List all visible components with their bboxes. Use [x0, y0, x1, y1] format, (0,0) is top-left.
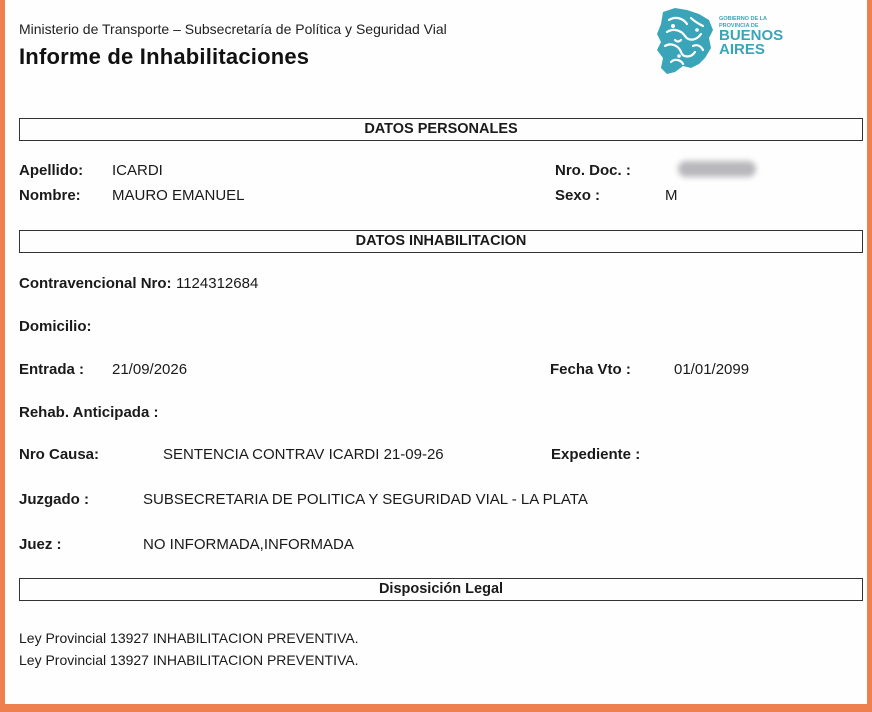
ministry-subtitle: Ministerio de Transporte – Subsecretaría de Política y Seguridad Vial	[19, 21, 447, 37]
contravencional-row	[19, 275, 258, 293]
apellido-value: ICARDI	[112, 162, 163, 179]
entrada-label: Entrada :	[19, 361, 85, 378]
rehab-anticipada-label: Rehab. Anticipada :	[19, 404, 159, 421]
nro-causa-label: Nro Causa:	[19, 446, 100, 463]
fecha-vto-label: Fecha Vto :	[550, 361, 631, 378]
contravencional-label: Contravencional Nro:	[19, 275, 172, 292]
logo-line-2: PROVINCIA DE	[719, 22, 759, 29]
entrada-value: 21/09/2026	[112, 361, 188, 378]
juez-label: Juez :	[19, 536, 62, 553]
nrodoc-label: Nro. Doc. :	[555, 162, 631, 179]
apellido-label: Apellido:	[19, 162, 84, 179]
contravencional-value: 1124312684	[175, 275, 259, 292]
sexo-label: Sexo :	[555, 187, 601, 204]
logo-wordmark	[719, 16, 783, 57]
nombre-label: Nombre:	[19, 187, 81, 204]
juzgado-value: SUBSECRETARIA DE POLITICA Y SEGURIDAD VIAL - LA PLATA	[143, 491, 588, 508]
page-title: Informe de Inhabilitaciones	[19, 44, 310, 69]
redacted-document-number	[678, 161, 756, 177]
sexo-value: M	[665, 187, 678, 204]
section-header-personal: DATOS PERSONALES	[19, 118, 863, 141]
logo-line-3: BUENOS	[719, 27, 784, 44]
fecha-vto-value: 01/01/2099	[674, 361, 750, 378]
buenos-aires-map-icon	[653, 6, 715, 76]
section-header-legal: Disposición Legal	[19, 578, 863, 601]
section-header-inhabilitacion: DATOS INHABILITACION	[19, 230, 863, 253]
logo-line-4: AIRES	[719, 41, 765, 58]
nro-causa-value: SENTENCIA CONTRAV ICARDI 21-09-26	[163, 446, 444, 463]
nombre-value: MAURO EMANUEL	[112, 187, 245, 204]
legal-line: Ley Provincial 13927 INHABILITACION PREVENTIVA.	[19, 652, 359, 668]
expediente-label: Expediente :	[551, 446, 641, 463]
juzgado-label: Juzgado :	[19, 491, 89, 508]
report-sheet	[5, 0, 867, 704]
legal-line: Ley Provincial 13927 INHABILITACION PREVENTIVA.	[19, 630, 359, 646]
juez-value: NO INFORMADA,INFORMADA	[143, 536, 354, 553]
domicilio-label: Domicilio:	[19, 318, 92, 335]
logo-line-1: GOBIERNO DE LA	[719, 16, 767, 22]
